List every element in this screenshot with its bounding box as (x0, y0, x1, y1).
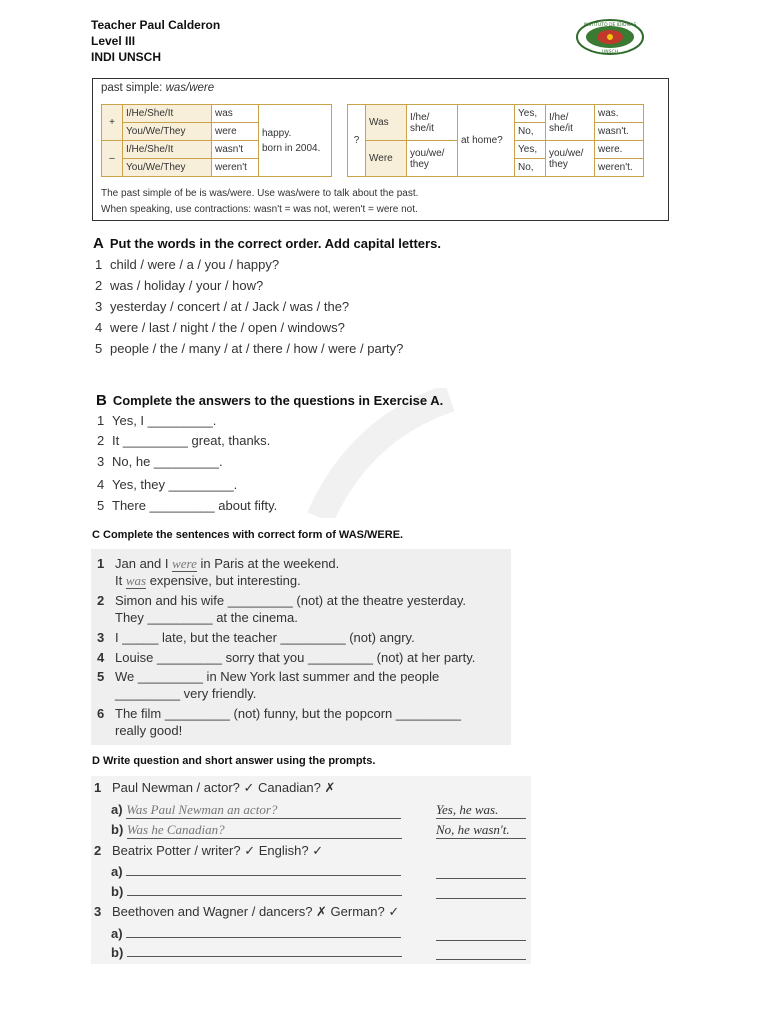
logo-top-text: INSTITUTO DE IDIOMAS (583, 23, 637, 28)
exercise-a-heading: A Put the words in the correct order. Add capital letters. (93, 235, 441, 252)
pronoun-cell: you/we/ they (407, 141, 458, 177)
exercise-b-item: 1 Yes, I _________. (97, 413, 217, 428)
answer-pronoun-cell: you/we/ they (546, 141, 595, 177)
exercise-c-line: 5 We _________ in New York last summer and the people (97, 669, 440, 684)
were-cell: Were (366, 141, 407, 177)
exercise-a-item: 5 people / the / many / at / there / how / were / party? (95, 341, 404, 356)
exercise-a-item: 2 was / holiday / your / how? (95, 278, 264, 293)
level: Level III (91, 34, 136, 48)
exercise-b-item: 4 Yes, they _________. (97, 477, 238, 492)
yes-no-cell: Yes, (515, 105, 546, 123)
exercise-a-item: 3 yesterday / concert / at / Jack / was / the? (95, 299, 350, 314)
exercise-c-line: 2 Simon and his wife _________ (not) at the theatre yesterday. (97, 593, 466, 608)
subject-cell: You/We/They (123, 159, 212, 177)
exercise-b-item: 3 No, he _________. (97, 454, 223, 469)
exercise-d-2a: a) (111, 863, 401, 879)
exercise-b-item: 2 It _________ great, thanks. (97, 433, 271, 448)
exercise-d-1b-answer: No, he wasn't. (436, 822, 526, 839)
was-cell: Was (366, 105, 407, 141)
exercise-d-heading: D Write question and short answer using the prompts. (92, 755, 376, 767)
yes-no-cell: Yes, (515, 141, 546, 159)
answer-blank[interactable] (436, 928, 526, 941)
verb-cell: weren't (212, 159, 259, 177)
exercise-c-line: It was expensive, but interesting. (115, 573, 301, 588)
subject-cell: I/He/She/It (123, 105, 212, 123)
answer-blank[interactable] (127, 944, 402, 957)
complement-cell: happy. born in 2004. (259, 105, 332, 177)
exercise-d-3a: a) (111, 925, 401, 941)
answer-blank[interactable] (126, 925, 401, 938)
question-sign: ? (348, 105, 366, 177)
verb-cell: was (212, 105, 259, 123)
answer-verb-cell: were. (595, 141, 644, 159)
exercise-d-1b: b) Was he Canadian? (111, 822, 402, 839)
exercise-d-prompt-3: 3 Beethoven and Wagner / dancers? ✗ German? ✓ (94, 904, 400, 919)
exercise-c-line: 1 Jan and I were in Paris at the weekend. (97, 556, 340, 571)
answer-verb-cell: wasn't. (595, 123, 644, 141)
answer-blank[interactable] (436, 866, 526, 879)
institution: INDI UNSCH (91, 50, 162, 64)
logo-bottom-text: UNSCH (601, 50, 619, 55)
exercise-c-line: 6 The film _________ (not) funny, but the popcorn _________ (97, 706, 461, 721)
answer-pronoun-cell: I/he/ she/it (546, 105, 595, 141)
exercise-d-2b: b) (111, 883, 402, 899)
verb-cell: wasn't (212, 141, 259, 159)
exercise-c-line: _________ very friendly. (115, 686, 257, 701)
institute-logo (575, 18, 645, 56)
answer-blank[interactable] (436, 886, 526, 899)
exercise-c-line: They _________ at the cinema. (115, 610, 298, 625)
grammar-title: past simple: was/were (101, 82, 215, 94)
yes-no-cell: No, (515, 159, 546, 177)
exercise-d-1a: a) Was Paul Newman an actor? (111, 802, 401, 819)
exercise-c-line: 4 Louise _________ sorry that you _________ (not) at her party. (97, 650, 476, 665)
teacher-name: Teacher Paul Calderon (91, 18, 221, 32)
yes-no-cell: No, (515, 123, 546, 141)
grammar-note-1: The past simple of be is was/were. Use was/were to talk about the past. (101, 188, 419, 199)
grammar-question-table (347, 104, 644, 177)
plus-sign: + (102, 105, 123, 141)
answer-verb-cell: was. (595, 105, 644, 123)
exercise-c-heading: C Complete the sentences with correct form of WAS/WERE. (92, 529, 404, 541)
grammar-affirmative-negative-table (101, 104, 332, 177)
exercise-d-1a-answer: Yes, he was. (436, 802, 526, 819)
exercise-d-3b: b) (111, 944, 402, 960)
answer-blank[interactable] (436, 947, 526, 960)
exercise-a-item: 4 were / last / night / the / open / windows? (95, 320, 345, 335)
subject-cell: I/He/She/It (123, 141, 212, 159)
grammar-note-2: When speaking, use contractions: wasn't = was not, weren't = were not. (101, 204, 418, 215)
at-home-cell: at home? (458, 105, 515, 177)
answer-blank[interactable] (127, 883, 402, 896)
exercise-b-heading: B Complete the answers to the questions in Exercise A. (96, 392, 444, 409)
exercise-d-prompt-1: 1 Paul Newman / actor? ✓ Canadian? ✗ (94, 780, 336, 795)
subject-cell: You/We/They (123, 123, 212, 141)
pronoun-cell: I/he/ she/it (407, 105, 458, 141)
exercise-a-item: 1 child / were / a / you / happy? (95, 257, 280, 272)
exercise-c-line: really good! (115, 723, 183, 738)
minus-sign: – (102, 141, 123, 177)
exercise-d-prompt-2: 2 Beatrix Potter / writer? ✓ English? ✓ (94, 843, 324, 858)
exercise-c-line: 3 I _____ late, but the teacher _________ (not) angry. (97, 630, 415, 645)
answer-verb-cell: weren't. (595, 159, 644, 177)
answer-blank[interactable] (126, 863, 401, 876)
verb-cell: were (212, 123, 259, 141)
exercise-b-item: 5 There _________ about fifty. (97, 498, 278, 513)
